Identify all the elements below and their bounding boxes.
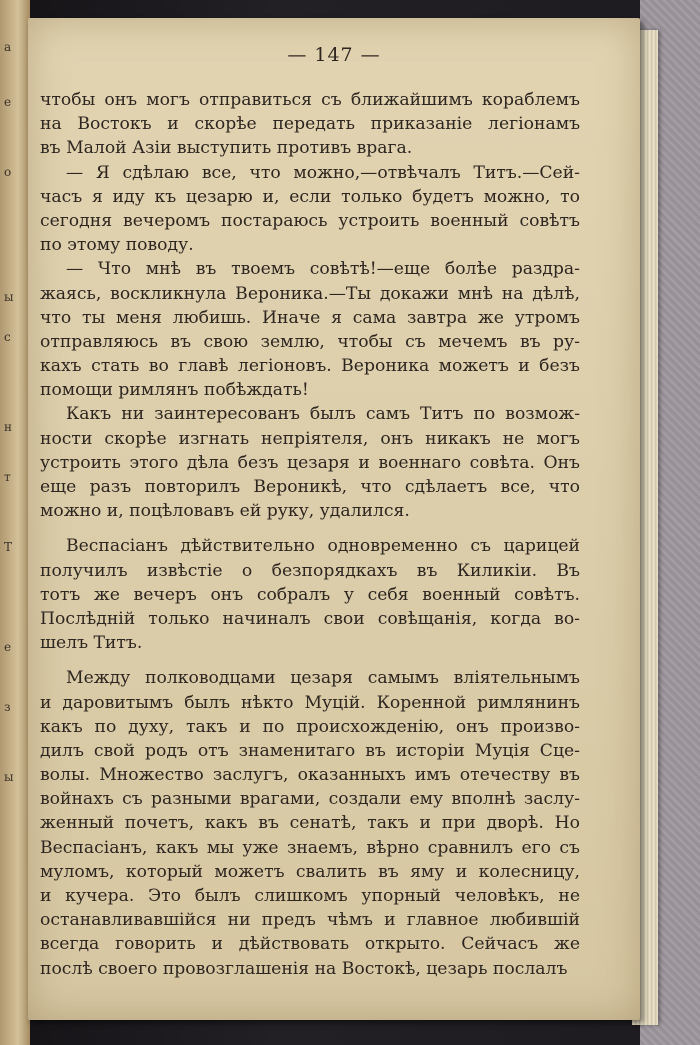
text-line: тотъ же вечеръ онъ собралъ у себя военный совѣтъ. bbox=[40, 584, 580, 605]
text-line: волы. Множество заслугъ, оказанныхъ имъ отечеству въ bbox=[40, 765, 580, 786]
text-line: дилъ свой родъ отъ знаменитаго въ исторіи Муція Сце- bbox=[40, 740, 580, 761]
facing-page-fragment: с bbox=[4, 330, 11, 344]
text-line: женный почетъ, какъ въ сенатѣ, такъ и при дворѣ. Но bbox=[40, 813, 580, 834]
text-line: жаясь, воскликнула Вероника.—Ты докажи мнѣ на дѣлѣ, bbox=[40, 283, 580, 304]
text-line: отправляюсь въ свою землю, чтобы съ мечемъ въ ру- bbox=[40, 331, 580, 352]
text-line: еще разъ повторилъ Вероникѣ, что сдѣлаетъ все, что bbox=[40, 477, 580, 497]
text-line: Послѣдній только начиналъ свои совѣщанія, когда во- bbox=[40, 608, 580, 629]
text-line: — Что мнѣ въ твоемъ совѣтѣ!—еще болѣе раздра- bbox=[66, 259, 580, 280]
text-line: муломъ, который можетъ свалить въ яму и колесницу, bbox=[40, 861, 580, 882]
paragraph-gap bbox=[40, 655, 580, 666]
paragraph bbox=[40, 257, 580, 402]
facing-page-fragment: е bbox=[4, 640, 12, 654]
paragraph bbox=[40, 161, 580, 258]
text-line: и кучера. Это былъ слишкомъ упорный человѣкъ, не bbox=[40, 886, 580, 906]
book-page bbox=[28, 18, 640, 1020]
paragraph bbox=[40, 666, 580, 980]
text-line: — Я сдѣлаю все, что можно,—отвѣчалъ Титъ.—Сей- bbox=[66, 162, 580, 183]
text-line: часъ я иду къ цезарю и, если только будетъ можно, то bbox=[40, 186, 580, 207]
facing-page-fragment: о bbox=[4, 165, 12, 179]
page-text bbox=[40, 88, 580, 981]
text-line: чтобы онъ могъ отправиться съ ближайшимъ кораблемъ bbox=[40, 90, 580, 110]
facing-page-fragment: ы bbox=[4, 290, 14, 304]
paragraph bbox=[40, 402, 580, 523]
text-line: послѣ своего провозглашенія на Востокѣ, цезарь послалъ bbox=[40, 958, 568, 979]
text-line: ности скорѣе изгнать непріятеля, онъ никакъ не могъ bbox=[40, 428, 580, 449]
paragraph bbox=[40, 88, 580, 161]
text-line: что ты меня любишь. Иначе я сама завтра же утромъ bbox=[40, 307, 580, 328]
text-line: на Востокъ и скорѣе передать приказаніе легіонамъ bbox=[40, 114, 580, 135]
text-line: устроить этого дѣла безъ цезаря и военнаго совѣта. Онъ bbox=[40, 452, 580, 473]
facing-page-fragment: а bbox=[4, 40, 12, 54]
text-line: по этому поводу. bbox=[40, 235, 194, 256]
text-line: какъ по духу, такъ и по происхожденію, онъ произво- bbox=[40, 716, 580, 737]
text-line: шелъ Титъ. bbox=[40, 633, 143, 654]
text-line: кахъ стать во главѣ легіоновъ. Вероника можетъ и безъ bbox=[40, 356, 580, 377]
facing-page-fragment: е bbox=[4, 95, 12, 109]
text-line: сегодня вечеромъ постараюсь устроить военный совѣтъ bbox=[40, 210, 580, 231]
page-number: — 147 — bbox=[287, 44, 381, 66]
paragraph-gap bbox=[40, 523, 580, 534]
text-line: войнахъ съ разными врагами, создали ему вполнѣ заслу- bbox=[40, 789, 580, 810]
facing-page-fragment: Т bbox=[4, 540, 13, 554]
text-line: помощи римлянъ побѣждать! bbox=[40, 380, 309, 401]
text-line: Веспасіанъ дѣйствительно одновременно съ царицей bbox=[66, 536, 580, 557]
text-line: всегда говорить и дѣйствовать открыто. Сейчасъ же bbox=[40, 934, 580, 955]
text-line: останавливавшійся ни предъ чѣмъ и главное любившій bbox=[40, 910, 580, 931]
facing-page-fragment: ы bbox=[4, 770, 14, 784]
text-line: въ Малой Азіи выступить противъ врага. bbox=[40, 138, 413, 159]
text-line: Какъ ни заинтересованъ былъ самъ Титъ по возмож- bbox=[66, 404, 580, 425]
text-line: получилъ извѣстіе о безпорядкахъ въ Киликіи. Въ bbox=[40, 560, 580, 581]
facing-page-fragment: з bbox=[4, 700, 11, 714]
facing-page-fragment: н bbox=[4, 420, 12, 434]
facing-page-fragment: т bbox=[4, 470, 11, 484]
text-line: можно и, поцѣловавъ ей руку, удалился. bbox=[40, 501, 410, 522]
text-line: и даровитымъ былъ нѣкто Муцій. Коренной римлянинъ bbox=[40, 692, 580, 713]
paragraph bbox=[40, 534, 580, 655]
text-line: Между полководцами цезаря самымъ вліятельнымъ bbox=[66, 668, 580, 689]
text-line: Веспасіанъ, какъ мы уже знаемъ, вѣрно сравнилъ его съ bbox=[40, 837, 580, 858]
facing-page-edge bbox=[0, 0, 30, 1045]
